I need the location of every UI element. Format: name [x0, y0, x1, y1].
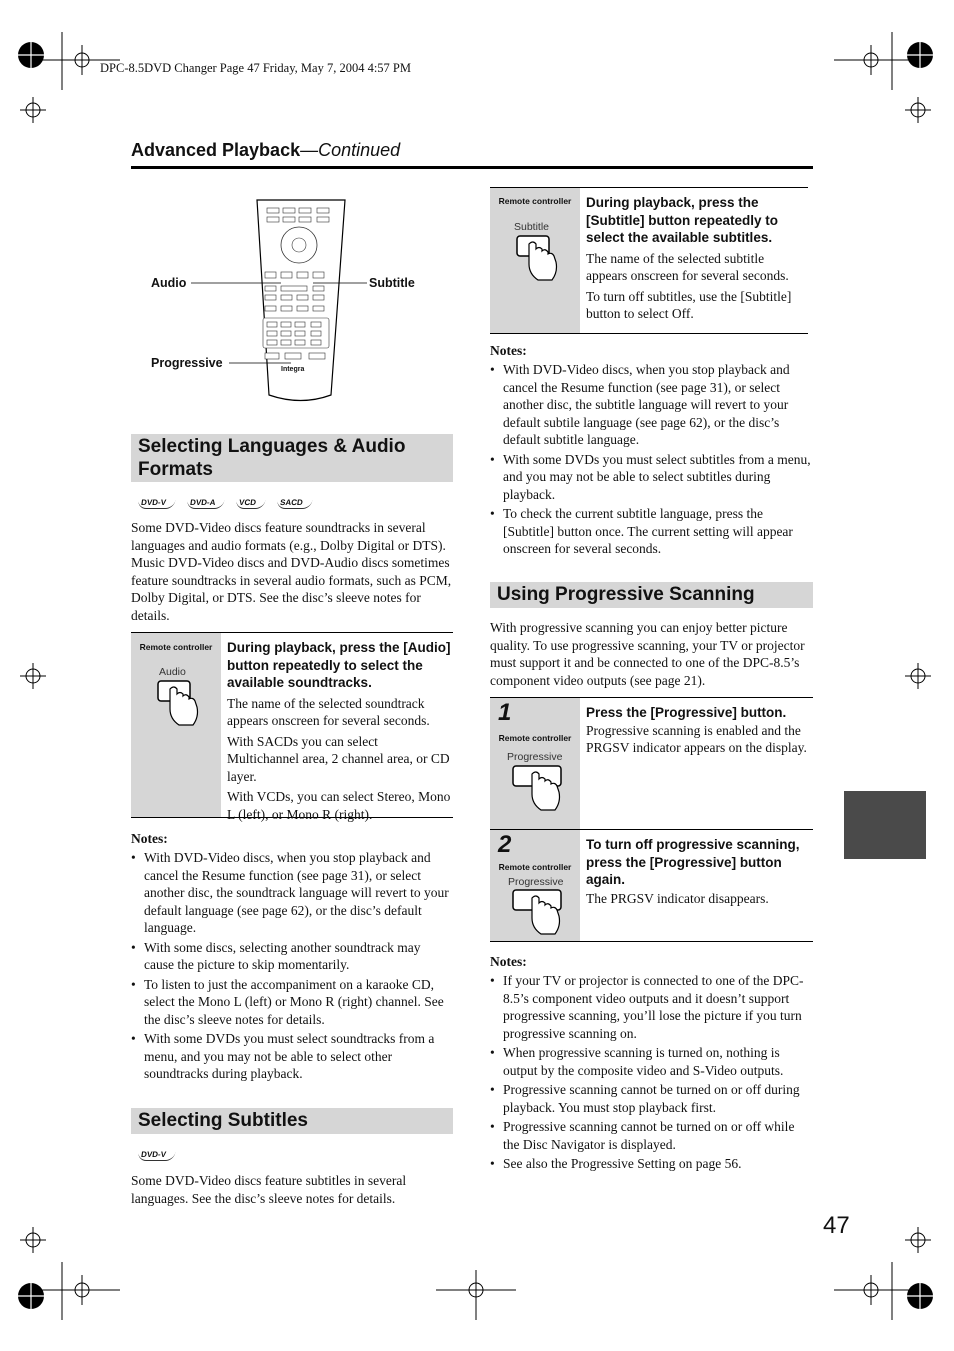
audio-button-label: Audio — [159, 666, 186, 678]
note-item: • To listen to just the accompaniment on a karaoke CD, select the Mono L (left) or Mono R (right) channel. See the disc’s sleeve notes for details. — [131, 976, 453, 1029]
subtitle-instruction-box — [490, 187, 808, 334]
audio-instruction-text-2: With SACDs you can select Multichannel area, 2 channel area, or CD layer. — [227, 733, 450, 784]
notes-heading: Notes: — [490, 954, 527, 969]
note-item: • See also the Progressive Setting on page 56. — [490, 1155, 813, 1173]
subtitles-intro: Some DVD-Video discs feature subtitles in several languages. See the disc’s sleeve notes for details. — [131, 1173, 407, 1206]
subtitle-instruction-text-2: To turn off subtitles, use the [Subtitle] button to select Off. — [586, 288, 792, 322]
header-title: Advanced Playback — [131, 140, 301, 160]
languages-disc-logos — [138, 492, 320, 510]
disc-logo-dvd-v: DVD-V — [137, 498, 175, 509]
remote-panel — [490, 188, 580, 333]
subtitle-instruction-text-1: The name of the selected subtitle appears onscreen for several seconds. — [586, 250, 789, 284]
note-item: • When progressive scanning is turned on, nothing is output by the composite video and S-Video outputs. — [490, 1044, 813, 1079]
finger-press-icon — [510, 888, 570, 938]
note-item: • With DVD-Video discs, when you stop playback and cancel the Resume function (see page 31), or select another disc, the soundtrack language will revert to your default language (see page 62), or the disc’s default language. — [131, 849, 453, 937]
progressive-button-label: Progressive — [508, 876, 564, 888]
audio-instruction-text-3: With VCDs, you can select Stereo, Mono L (left), or Mono R (right). — [227, 789, 451, 823]
note-item: • Progressive scanning cannot be turned on or off while the Disc Navigator is displayed. — [490, 1118, 813, 1153]
note-item: • With some DVDs you must select subtitles from a menu, and you may not be able to select subtitles during playback. — [490, 451, 813, 504]
step-2-title: To turn off progressive scanning, press the [Progressive] button again. — [586, 837, 800, 887]
remote-brand-logo: Integra — [281, 366, 305, 373]
progressive-step-1 — [490, 697, 813, 830]
note-item: • To check the current subtitle language, press the [Subtitle] button once. The current setting will appear onscreen for several seconds. — [490, 505, 813, 558]
step-number: 2 — [498, 831, 512, 858]
notes-heading: Notes: — [490, 343, 527, 358]
step-1-content — [586, 704, 813, 757]
remote-controller-label: Remote controller — [139, 642, 213, 652]
subtitles-disc-logos — [138, 1144, 183, 1162]
progressive-heading: Using Progressive Scanning — [490, 582, 813, 608]
step-1-text: Progressive scanning is enabled and the PRGSV indicator appears on the display. — [586, 722, 807, 756]
notes-heading: Notes: — [131, 831, 168, 846]
progressive-notes — [490, 954, 813, 1173]
finger-press-icon — [510, 764, 570, 814]
step-1-title: Press the [Progressive] button. — [586, 705, 787, 720]
finger-press-icon — [155, 679, 205, 729]
disc-logo-sacd: SACD — [276, 498, 312, 509]
progressive-step-2 — [490, 830, 813, 942]
note-item: • With some DVDs you must select soundtracks from a menu, and you may not be able to select other soundtracks during playback. — [131, 1030, 453, 1083]
note-item: • With DVD-Video discs, when you stop playback and cancel the Resume function (see page 31), or select another disc, the subtitle language will revert to your default subtile language (see page 62), or the disc’s default subtitle language. — [490, 361, 813, 449]
languages-notes — [131, 831, 453, 1083]
languages-intro: Some DVD-Video discs feature soundtracks in several languages and audio formats (e.g., Dolby Digital or DTS). Music DVD-Video discs and DVD-Audio discs sometimes feature soundtracks in several audio formats, such as PCM, Dolby Digital, or DTS. See the disc’s sleeve notes for details. — [131, 520, 452, 623]
remote-panel — [490, 698, 580, 829]
subtitle-instruction-title: During playback, press the [Subtitle] button repeatedly to select the available subtitles. — [586, 195, 778, 245]
subtitles-heading: Selecting Subtitles — [131, 1108, 453, 1134]
header-rule — [131, 166, 813, 169]
remote-controller-label: Remote controller — [498, 196, 572, 206]
languages-heading: Selecting Languages & Audio Formats — [131, 434, 453, 482]
progressive-button-label: Progressive — [507, 751, 563, 763]
note-item: • With some discs, selecting another soundtrack may cause the picture to skip momentarily. — [131, 939, 453, 974]
header-suffix: —Continued — [300, 140, 401, 160]
remote-controller-label: Remote controller — [498, 733, 572, 743]
page-header — [131, 140, 400, 161]
chapter-side-tab — [844, 791, 926, 859]
remote-panel — [490, 830, 580, 941]
finger-press-icon — [514, 234, 564, 284]
step-number: 1 — [498, 699, 512, 726]
step-2-content — [586, 836, 813, 907]
audio-instruction-content — [227, 639, 453, 824]
disc-logo-dvd-v: DVD-V — [137, 1150, 175, 1161]
remote-controller-label: Remote controller — [498, 862, 572, 872]
callout-audio: Audio — [151, 276, 187, 290]
subtitle-button-label: Subtitle — [514, 221, 550, 233]
step-2-text: The PRGSV indicator disappears. — [586, 890, 769, 906]
progressive-intro: With progressive scanning you can enjoy better picture quality. To use progressive scanning, your TV or projector must support it and be connected to one of the DPC-8.5’s component video outputs (see page 21). — [490, 620, 805, 688]
audio-instruction-box — [131, 632, 453, 823]
disc-logo-dvd-a: DVD-A — [186, 498, 225, 509]
remote-panel — [131, 633, 221, 817]
note-item: • Progressive scanning cannot be turned on or off during playback. You must stop playback first. — [490, 1081, 813, 1116]
print-info-line: DPC-8.5DVD Changer Page 47 Friday, May 7, 2004 4:57 PM — [100, 61, 411, 75]
callout-progressive: Progressive — [151, 356, 223, 370]
audio-instruction-title: During playback, press the [Audio] button repeatedly to select the available soundtracks. — [227, 640, 451, 690]
subtitle-instruction-content — [586, 194, 808, 323]
remote-figure — [131, 190, 453, 410]
page-number: 47 — [823, 1212, 850, 1239]
callout-subtitle: Subtitle — [369, 276, 415, 290]
remote-controller-illustration — [131, 190, 453, 410]
subtitles-notes — [490, 343, 813, 558]
audio-instruction-text-1: The name of the selected soundtrack appears onscreen for several seconds. — [227, 695, 430, 729]
note-item: • If your TV or projector is connected to one of the DPC-8.5’s component video outputs and it doesn’t support progressive scanning, you’ll lose the picture if you turn progressive scanning on. — [490, 972, 813, 1042]
disc-logo-vcd: VCD — [235, 498, 265, 509]
